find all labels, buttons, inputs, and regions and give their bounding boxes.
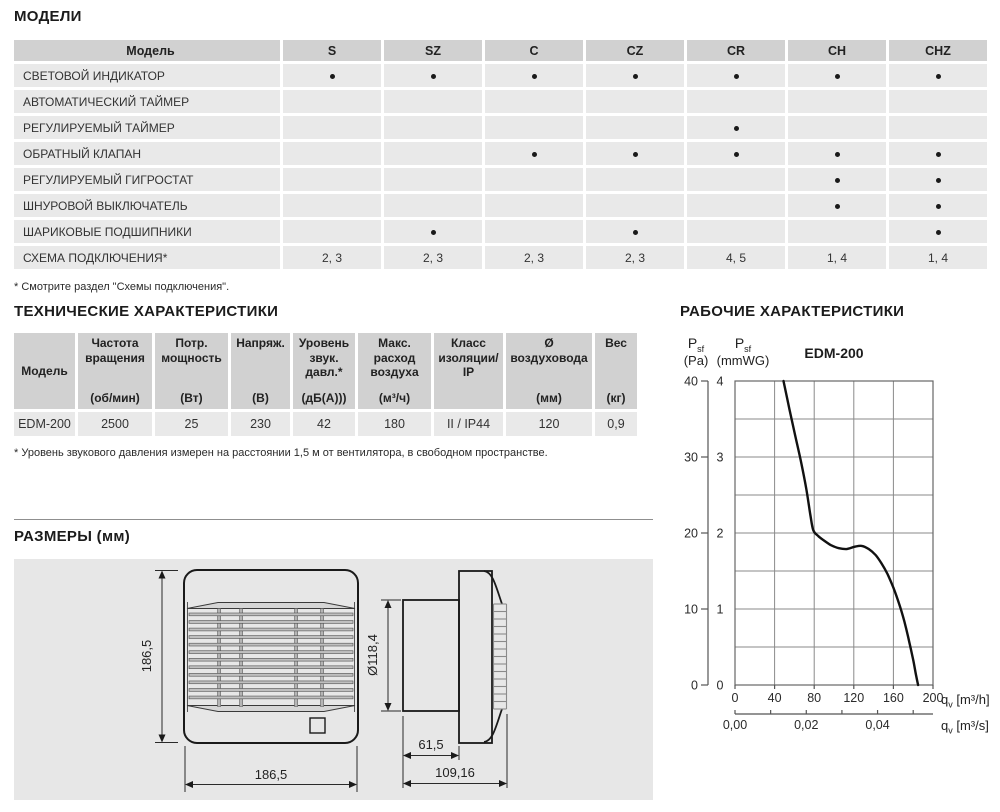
feature-name: АВТОМАТИЧЕСКИЙ ТАЙМЕР (14, 90, 280, 113)
grille-louvers (189, 613, 353, 699)
feature-value (889, 142, 987, 165)
feature-value (283, 168, 381, 191)
feature-value (687, 194, 785, 217)
tech-header-unit: (В) (252, 391, 269, 406)
tech-header-name: Класс изоляции/ IP (438, 336, 499, 380)
dimensions-section-title: РАЗМЕРЫ (мм) (14, 528, 131, 545)
feature-value (283, 64, 381, 87)
y-tick-mmwg: 2 (716, 526, 724, 541)
feature-value (687, 90, 785, 113)
dot-marker (835, 204, 840, 209)
feature-name: СВЕТОВОЙ ИНДИКАТОР (14, 64, 280, 87)
feature-value (889, 90, 987, 113)
tech-header-name: Модель (21, 363, 68, 378)
feature-value (687, 142, 785, 165)
tech-header-unit: (Вт) (180, 391, 203, 406)
grille-bottom-lip (187, 706, 355, 712)
total-depth-label: 109,16 (435, 765, 475, 780)
feature-value (485, 142, 583, 165)
tech-header-name: Частота вращения (85, 336, 145, 365)
x-tick-m3h: 0 (731, 691, 739, 705)
y-tick-pa: 0 (691, 678, 698, 693)
fan-body (459, 571, 492, 743)
models-footnote: * Смотрите раздел "Схемы подключения". (14, 281, 230, 293)
x-tick-m3s: 0,00 (722, 718, 748, 732)
tech-value: 0,9 (595, 412, 637, 436)
tech-col-header (231, 333, 290, 409)
feature-name: ОБРАТНЫЙ КЛАПАН (14, 142, 280, 165)
tech-header-name: Ø воздуховода (510, 336, 588, 365)
feature-value (586, 116, 684, 139)
tech-col-header (595, 333, 637, 409)
tech-col-header (155, 333, 228, 409)
feature-value (889, 64, 987, 87)
feature-value (788, 64, 886, 87)
feature-value (485, 90, 583, 113)
feature-value (586, 168, 684, 191)
feature-name: СХЕМА ПОДКЛЮЧЕНИЯ* (14, 246, 280, 269)
duct-spigot (403, 600, 459, 711)
feature-value (586, 194, 684, 217)
feature-value (283, 116, 381, 139)
dot-marker (330, 74, 335, 79)
feature-value (485, 168, 583, 191)
models-table-row (14, 64, 987, 87)
tech-table (11, 330, 640, 439)
feature-value (788, 90, 886, 113)
y-tick-pa: 30 (684, 450, 698, 465)
dot-marker (734, 126, 739, 131)
feature-value (283, 194, 381, 217)
y-axis-pa-label: $P_{sf}$ (Pa) (683, 335, 709, 369)
x-axis-m3h-label: $q_v$ [m³/h] (941, 692, 990, 710)
dot-marker (734, 74, 739, 79)
feature-value (485, 194, 583, 217)
feature-value (485, 116, 583, 139)
feature-name: РЕГУЛИРУЕМЫЙ ГИГРОСТАТ (14, 168, 280, 191)
tech-value: II / IP44 (434, 412, 503, 436)
tech-header-row (14, 333, 637, 409)
y-tick-mmwg: 3 (716, 450, 724, 465)
front-width-label: 186,5 (254, 767, 288, 782)
tech-col-header (14, 333, 75, 409)
tech-value: 180 (358, 412, 431, 436)
tech-header-name: Макс. расход воздуха (370, 336, 419, 380)
x-tick-m3h: 120 (843, 691, 865, 705)
feature-value (384, 142, 482, 165)
dot-marker (734, 152, 739, 157)
feature-value (687, 220, 785, 243)
models-col-header: CZ (586, 40, 684, 61)
dot-marker (532, 152, 537, 157)
models-col-header: SZ (384, 40, 482, 61)
feature-value (586, 220, 684, 243)
tech-data-row (14, 412, 637, 436)
feature-value (586, 90, 684, 113)
feature-value (485, 64, 583, 87)
feature-name: РЕГУЛИРУЕМЫЙ ТАЙМЕР (14, 116, 280, 139)
dot-marker (936, 178, 941, 183)
tech-col-header (506, 333, 592, 409)
tech-header-name: Вес (605, 336, 627, 350)
feature-value (485, 220, 583, 243)
feature-value (687, 64, 785, 87)
feature-value (889, 168, 987, 191)
models-col-header: CHZ (889, 40, 987, 61)
models-col-header: S (283, 40, 381, 61)
models-table-row (14, 116, 987, 139)
tech-col-header (434, 333, 503, 409)
models-col-header: CR (687, 40, 785, 61)
dim-duct-diameter (365, 600, 401, 711)
dot-marker (835, 74, 840, 79)
dimensions-panel (14, 559, 653, 800)
feature-value: 2, 3 (283, 246, 381, 269)
y-tick-pa: 40 (684, 374, 698, 389)
tech-value: 25 (155, 412, 228, 436)
chart-title: EDM-200 (804, 345, 864, 361)
x-tick-m3h: 160 (882, 691, 904, 705)
feature-value (889, 116, 987, 139)
models-table-row (14, 220, 987, 243)
dot-marker (936, 204, 941, 209)
models-col-header: CH (788, 40, 886, 61)
feature-name: ШАРИКОВЫЕ ПОДШИПНИКИ (14, 220, 280, 243)
feature-value: 4, 5 (687, 246, 785, 269)
dot-marker (633, 230, 638, 235)
models-table-row (14, 194, 987, 217)
dimensions-drawing (14, 559, 653, 800)
feature-value (384, 116, 482, 139)
feature-value (788, 220, 886, 243)
tech-col-header (293, 333, 355, 409)
models-table-row (14, 246, 987, 269)
x-tick-m3h: 80 (807, 691, 822, 705)
dot-marker (431, 74, 436, 79)
models-section-title: МОДЕЛИ (14, 8, 82, 25)
tech-value: 120 (506, 412, 592, 436)
dot-marker (835, 178, 840, 183)
feature-value (384, 168, 482, 191)
tech-value: 230 (231, 412, 290, 436)
feature-value (788, 194, 886, 217)
tech-col-header (78, 333, 152, 409)
feature-value (586, 142, 684, 165)
models-header-row (14, 40, 987, 61)
tech-header-name: Уровень звук. давл.* (298, 336, 350, 380)
duct-diameter-label: Ø118,4 (365, 634, 380, 676)
feature-value: 2, 3 (384, 246, 482, 269)
tech-value: EDM-200 (14, 412, 75, 436)
x-tick-m3h: 200 (922, 691, 944, 705)
models-table-row (14, 142, 987, 165)
tech-header-unit: (мм) (536, 391, 562, 406)
tech-header-name: Потр. мощность (161, 336, 222, 365)
x-tick-m3s: 0,04 (865, 718, 890, 732)
section-divider (14, 519, 653, 520)
tech-value: 42 (293, 412, 355, 436)
models-table-row (14, 90, 987, 113)
performance-chart-svg (660, 330, 1000, 780)
y-axis-mmwg-label: $P_{sf}$ (mmWG) (716, 335, 770, 369)
models-col-header: Модель (14, 40, 280, 61)
feature-value (283, 90, 381, 113)
feature-value (788, 116, 886, 139)
performance-chart (660, 330, 1000, 780)
x-axis-m3s-label: $q_v$ [m³/s] (941, 718, 989, 736)
y-tick-mmwg: 0 (716, 678, 724, 693)
y-tick-pa: 10 (684, 602, 698, 617)
models-table-row (14, 168, 987, 191)
feature-value: 1, 4 (788, 246, 886, 269)
feature-value (283, 220, 381, 243)
front-view (184, 570, 358, 743)
dot-marker (835, 152, 840, 157)
tech-section-title: ТЕХНИЧЕСКИЕ ХАРАКТЕРИСТИКИ (14, 303, 279, 320)
y-tick-pa: 20 (684, 526, 698, 541)
tech-header-unit: (дБ(А))) (301, 391, 347, 406)
feature-value: 2, 3 (485, 246, 583, 269)
feature-value (687, 116, 785, 139)
tech-header-unit: (об/мин) (90, 391, 140, 406)
feature-name: ШНУРОВОЙ ВЫКЛЮЧАТЕЛЬ (14, 194, 280, 217)
tech-value: 2500 (78, 412, 152, 436)
side-view (403, 571, 507, 743)
dot-marker (532, 74, 537, 79)
tech-header-unit: (м³/ч) (378, 391, 411, 406)
dot-marker (633, 152, 638, 157)
tech-footnote: * Уровень звукового давления измерен на расстоянии 1,5 м от вентилятора, в свободном пространстве. (14, 447, 548, 459)
dim-front-height (139, 571, 178, 743)
feature-value (586, 64, 684, 87)
feature-value (384, 64, 482, 87)
duct-length-label: 61,5 (418, 737, 444, 752)
models-col-header: C (485, 40, 583, 61)
front-height-label: 186,5 (139, 639, 154, 673)
dim-front-width (185, 746, 357, 792)
feature-value (283, 142, 381, 165)
dot-marker (936, 74, 941, 79)
x-tick-m3s: 0,02 (794, 718, 819, 732)
models-table (11, 37, 990, 272)
tech-header-name: Напряж. (236, 336, 285, 350)
pull-cord-switch (310, 718, 325, 733)
side-grille-fins (494, 604, 507, 709)
x-tick-m3h: 40 (767, 691, 782, 705)
tech-header-unit: (кг) (606, 391, 626, 406)
dot-marker (936, 230, 941, 235)
tech-col-header (358, 333, 431, 409)
feature-value (384, 194, 482, 217)
feature-value (384, 220, 482, 243)
feature-value: 1, 4 (889, 246, 987, 269)
feature-value (889, 220, 987, 243)
feature-value (788, 168, 886, 191)
dot-marker (633, 74, 638, 79)
feature-value: 2, 3 (586, 246, 684, 269)
feature-value (889, 194, 987, 217)
y-tick-mmwg: 1 (716, 602, 724, 617)
feature-value (687, 168, 785, 191)
feature-value (788, 142, 886, 165)
grille-top-lip (187, 603, 355, 609)
y-tick-mmwg: 4 (716, 374, 724, 389)
feature-value (384, 90, 482, 113)
dot-marker (431, 230, 436, 235)
curves-section-title: РАБОЧИЕ ХАРАКТЕРИСТИКИ (680, 303, 905, 320)
dot-marker (936, 152, 941, 157)
